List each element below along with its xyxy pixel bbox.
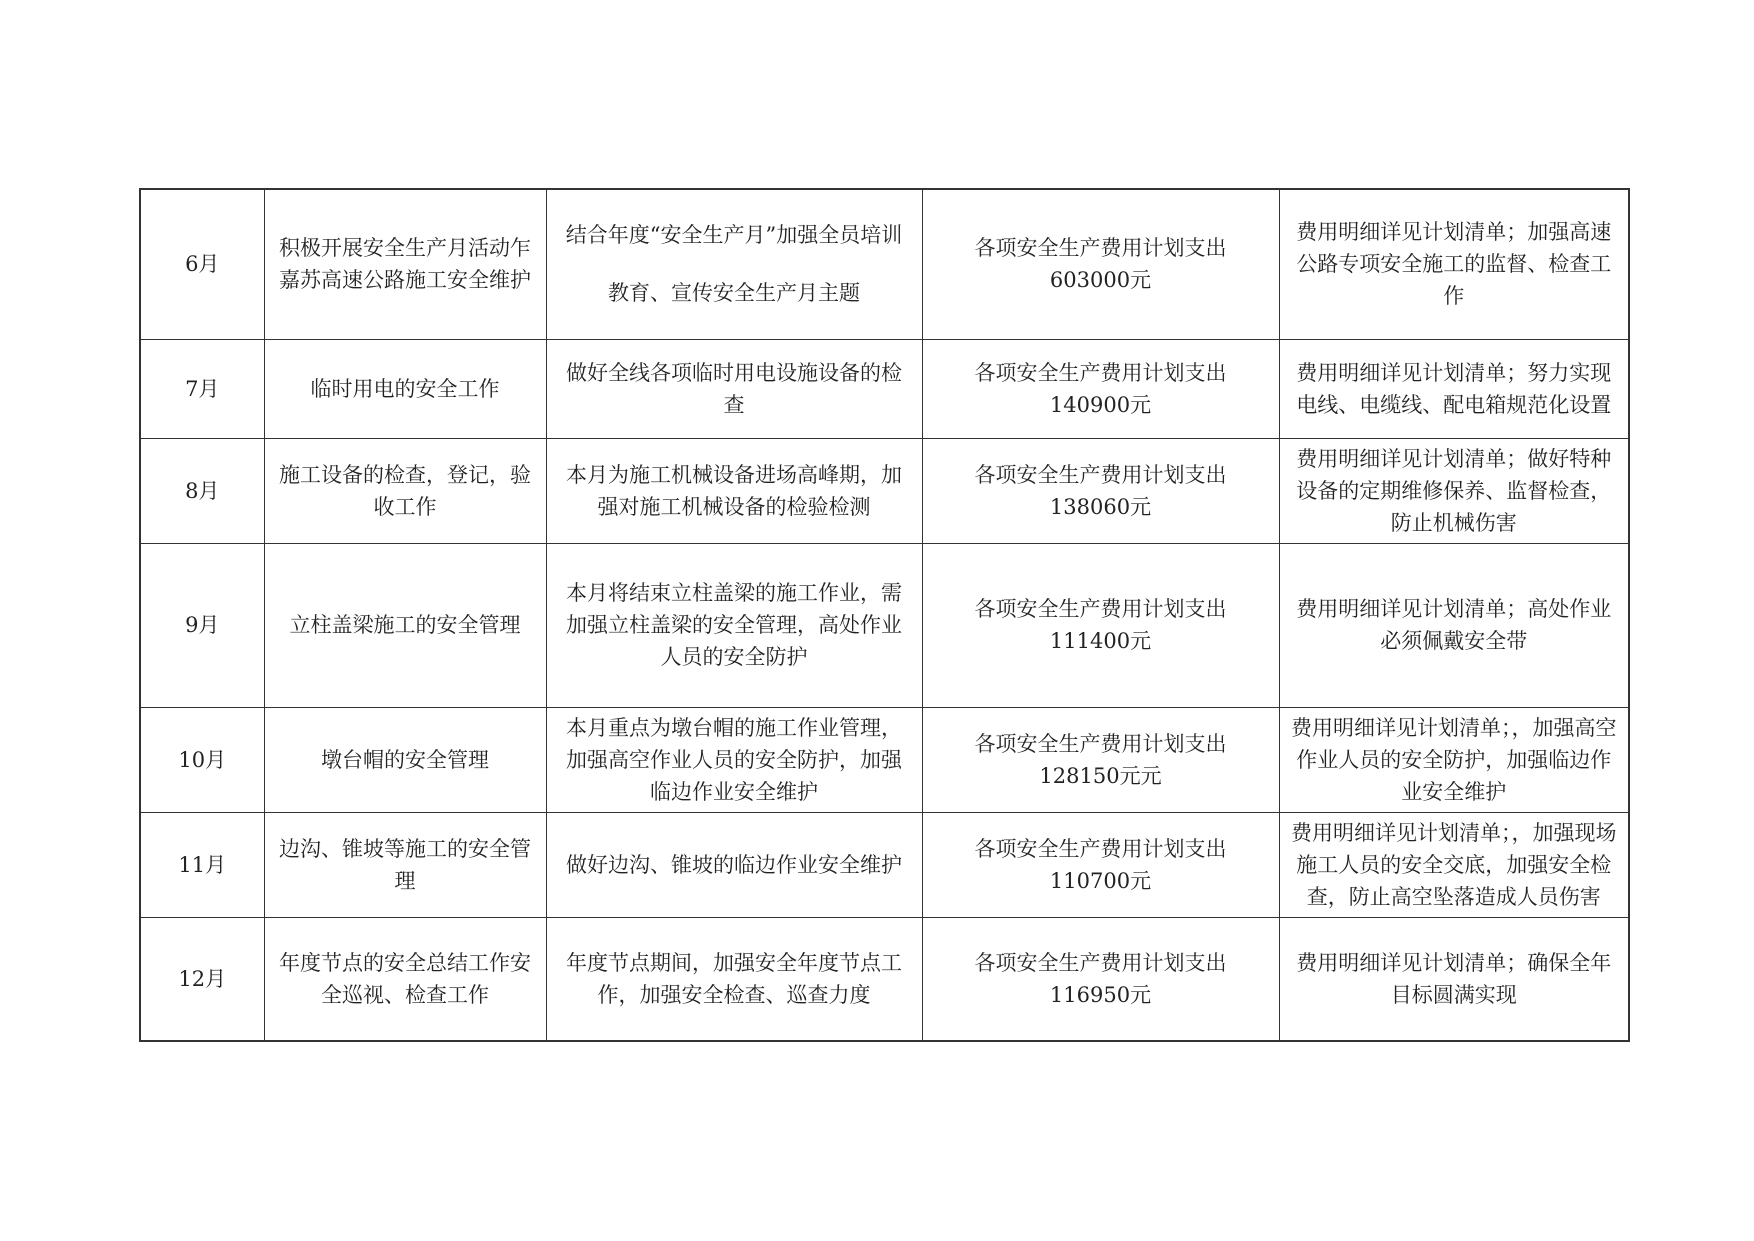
- cost-label: 各项安全生产费用计划支出: [974, 236, 1227, 261]
- content-cell: 本月将结束立柱盖梁的施工作业，需加强立柱盖梁的安全管理，高处作业人员的安全防护: [546, 543, 922, 707]
- table-row: [140, 189, 1629, 339]
- cost-label: 各项安全生产费用计划支出: [974, 597, 1227, 621]
- table-row: [140, 812, 1629, 917]
- content-cell: 做好全线各项临时用电设施设备的检查: [546, 339, 922, 438]
- table-row: [140, 917, 1629, 1041]
- remark-cell: 费用明细详见计划清单；努力实现电线、电缆线、配电箱规范化设置: [1279, 339, 1629, 438]
- task-cell: 积极开展安全生产月活动乍嘉苏高速公路施工安全维护: [264, 189, 546, 339]
- cost-cell: [922, 339, 1279, 438]
- cost-amount: 138060元: [1049, 494, 1152, 519]
- remark-cell: 费用明细详见计划清单；，加强高空作业人员的安全防护，加强临边作业安全维护: [1279, 707, 1629, 812]
- cost-label: 各项安全生产费用计划支出: [974, 360, 1227, 385]
- cost-label: 各项安全生产费用计划支出: [974, 731, 1227, 756]
- cost-label: 各项安全生产费用计划支出: [974, 950, 1227, 975]
- remark-cell: 费用明细详见计划清单；，加强现场施工人员的安全交底，加强安全检查，防止高空坠落造成人员伤害: [1279, 812, 1629, 917]
- month-cell: 10月: [140, 707, 264, 812]
- cost-amount: 116950元: [1049, 982, 1152, 1007]
- remark-cell: 费用明细详见计划清单；做好特种设备的定期维修保养、监督检查，防止机械伤害: [1279, 438, 1629, 543]
- content-cell: 本月重点为墩台帽的施工作业管理，加强高空作业人员的安全防护，加强临边作业安全维护: [546, 707, 922, 812]
- month-cell: 11月: [140, 812, 264, 917]
- content-cell: 做好边沟、锥坡的临边作业安全维护: [546, 812, 922, 917]
- cost-label: 各项安全生产费用计划支出: [974, 836, 1227, 861]
- table-row: [140, 438, 1629, 543]
- cost-amount: 128150元元: [1039, 763, 1162, 788]
- content-cell: 结合年度“安全生产月”加强全员培训教育、宣传安全生产月主题: [546, 189, 922, 339]
- table-row: [140, 543, 1629, 707]
- content-cell: 年度节点期间，加强安全年度节点工作，加强安全检查、巡查力度: [546, 917, 922, 1041]
- cost-amount: 111400元: [1049, 629, 1152, 653]
- cost-amount: 140900元: [1049, 392, 1152, 417]
- cost-amount: 110700元: [1049, 868, 1152, 893]
- task-cell: 施工设备的检查，登记，验收工作: [264, 438, 546, 543]
- table-row: [140, 707, 1629, 812]
- remark-cell: 费用明细详见计划清单；高处作业必须佩戴安全带: [1279, 543, 1629, 707]
- content-cell: 本月为施工机械设备进场高峰期，加强对施工机械设备的检验检测: [546, 438, 922, 543]
- month-cell: 9月: [140, 543, 264, 707]
- safety-cost-plan-table: [139, 188, 1630, 1042]
- month-cell: 6月: [140, 189, 264, 339]
- task-cell: 立柱盖梁施工的安全管理: [264, 543, 546, 707]
- cost-label: 各项安全生产费用计划支出: [974, 462, 1227, 487]
- month-cell: 8月: [140, 438, 264, 543]
- cost-cell: [922, 189, 1279, 339]
- table-row: [140, 339, 1629, 438]
- task-cell: 临时用电的安全工作: [264, 339, 546, 438]
- month-cell: 12月: [140, 917, 264, 1041]
- cost-cell: [922, 438, 1279, 543]
- month-cell: 7月: [140, 339, 264, 438]
- cost-cell: [922, 812, 1279, 917]
- cost-cell: [922, 707, 1279, 812]
- remark-cell: 费用明细详见计划清单；加强高速公路专项安全施工的监督、检查工作: [1279, 189, 1629, 339]
- cost-cell: [922, 543, 1279, 707]
- cost-cell: [922, 917, 1279, 1041]
- task-cell: 墩台帽的安全管理: [264, 707, 546, 812]
- task-cell: 边沟、锥坡等施工的安全管理: [264, 812, 546, 917]
- cost-amount: 603000元: [1049, 268, 1152, 293]
- remark-cell: 费用明细详见计划清单；确保全年目标圆满实现: [1279, 917, 1629, 1041]
- task-cell: 年度节点的安全总结工作安全巡视、检查工作: [264, 917, 546, 1041]
